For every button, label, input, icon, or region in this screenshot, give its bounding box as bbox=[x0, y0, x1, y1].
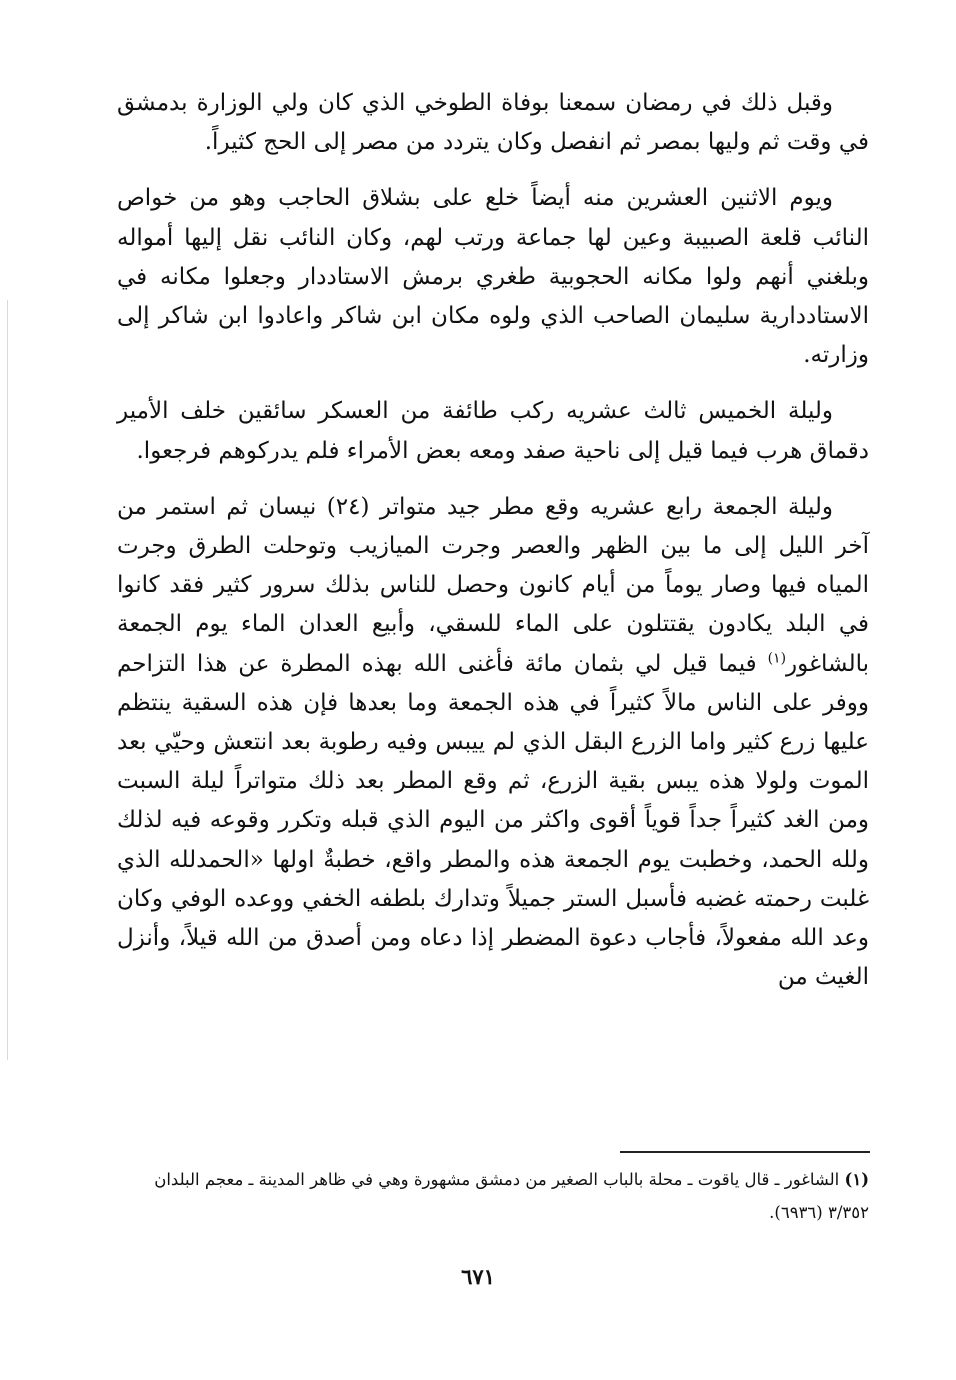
paragraph-friday-rain bbox=[117, 488, 869, 998]
rain-text-part-1: وليلة الجمعة رابع عشريه وقع مطر جيد متواتر (٢٤) نيسان ثم استمر من آخر الليل إلى ما بين الظهر والعصر وجرت الميازيب وتوحلت الطرق وجرت المياه فيها وصار يوماً من أيام كانون وحصل للناس بذلك سرور كثير فقد كانوا في البلد يكادون يقتتلون على الماء للسقي، وأبيع العدان الماء يوم الجمعة بالشاغور bbox=[117, 493, 869, 677]
paragraph-thursday: وليلة الخميس ثالث عشريه ركب طائفة من العسكر سائقين خلف الأمير دقماق هرب فيما قيل إلى ناحية صفد ومعه بعض الأمراء فلم يدركوهم فرجعوا. bbox=[117, 398, 869, 464]
footnote-reference-mark[interactable]: (١) bbox=[767, 649, 787, 666]
footnote bbox=[117, 1163, 869, 1229]
scan-gutter-line bbox=[7, 300, 8, 1060]
footnote-number: (١) bbox=[844, 1170, 869, 1189]
page-number: ٦٧١ bbox=[461, 1264, 495, 1289]
paragraph-ramadan: وقبل ذلك في رمضان سمعنا بوفاة الطوخي الذي كان ولي الوزارة بدمشق في وقت ثم وليها بمصر ثم انفصل وكان يتردد من مصر إلى الحج كثيراً. bbox=[117, 90, 869, 156]
rain-text-part-2: فيما قيل لي بثمان مائة فأغنى الله بهذه المطرة عن هذا التزاحم ووفر على الناس مالاً كثيراً في هذه الجمعة وما بعدها فإن هذه السقية ينتظم عليها زرع كثير واما الزرع البقل الذي لم ييبس وفيه رطوبة بعد انتعش وحيّي بعد الموت ولولا هذه يبس بقية الزرع، ثم وقع المطر بعد ذلك متواتراً ليلة السبت ومن الغد كثيراً جداً قوياً أقوى واكثر من اليوم الذي قبله وتكرر وقوعه فيه لذلك ولله الحمد، وخطبت يوم الجمعة هذه والمطر واقع، خطبةٌ اولها «الحمدلله الذي غلبت رحمته غضبه فأسبل الستر جميلاً وتدارك بلطفه الخفي ووعده الوفي وكان وعد الله مفعولاً، فأجاب دعوة المضطر إذا دعاه ومن أصدق من الله قيلاً، وأنزل الغيث من bbox=[117, 650, 869, 991]
paragraph-monday: ويوم الاثنين العشرين منه أيضاً خلع على بشلاق الحاجب وهو من خواص النائب قلعة الصبيبة وعين لها جماعة ورتب لهم، وكان النائب نقل إليها أمواله وبلغني أنهم ولوا مكانه الحجوبية طغري برمش الاستاددار وجعلوا مكانه في الاستاددارية سليمان الصاحب الذي ولوه مكان ابن شاكر واعادوا ابن شاكر إلى وزارته. bbox=[117, 185, 869, 369]
main-text-block bbox=[117, 84, 869, 997]
footnote-separator bbox=[620, 1151, 870, 1153]
footnote-entry bbox=[117, 1163, 869, 1229]
footnote-text: الشاغور ـ قال ياقوت ـ محلة بالباب الصغير من دمشق مشهورة وهي في ظاهر المدينة ـ معجم البلدان ٣/٣٥٢ (٦٩٣٦). bbox=[154, 1170, 869, 1222]
